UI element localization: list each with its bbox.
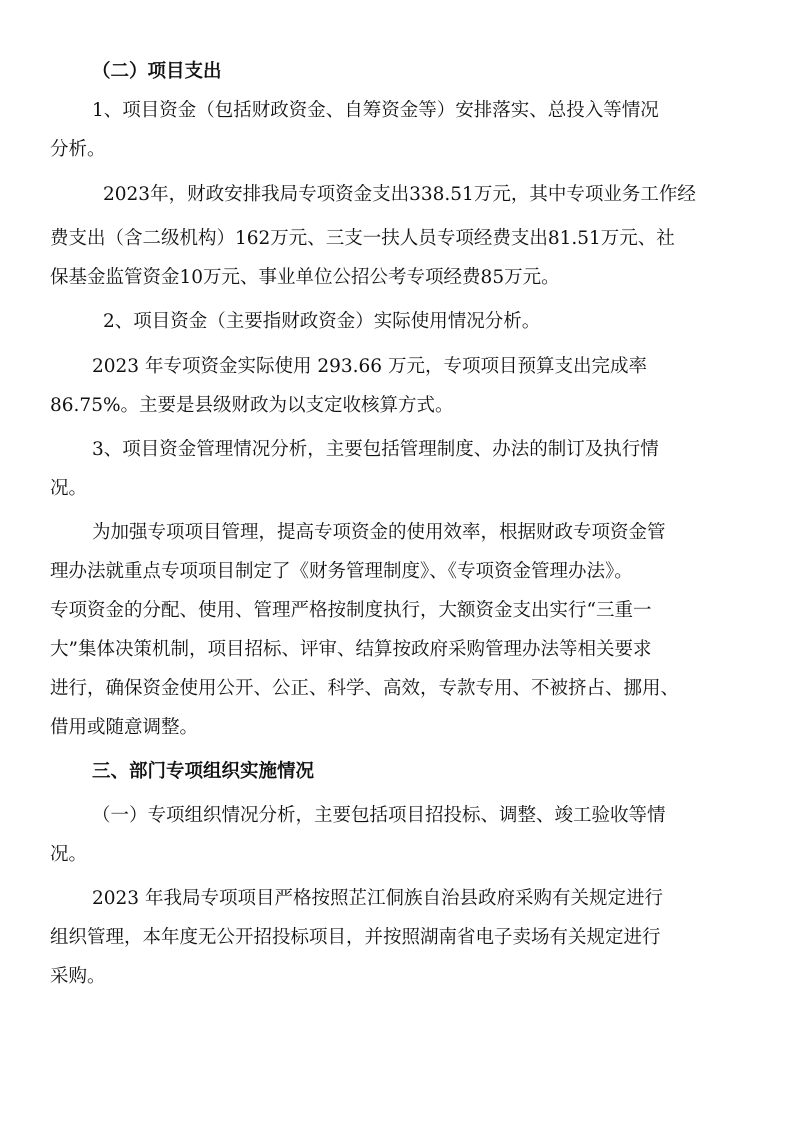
paragraph-line: 采购。	[50, 966, 106, 987]
paragraph-line: 组织管理，本年度无公开招投标项目，并按照湖南省电子卖场有关规定进行	[50, 927, 661, 948]
paragraph-line: 为加强专项项目管理，提高专项资金的使用效率，根据财政专项资金管	[92, 522, 666, 543]
paragraph-line: 费支出（含二级机构）162万元、三支一扶人员专项经费支出81.51万元、社	[50, 228, 675, 249]
paragraph-line: 2023 年专项资金实际使用 293.66 万元，专项项目预算支出完成率	[92, 356, 647, 377]
paragraph-line: 2023年，财政安排我局专项资金支出338.51万元，其中专项业务工作经	[103, 184, 696, 205]
paragraph-line: 借用或随意调整。	[50, 717, 199, 738]
paragraph-line: 2、项目资金（主要指财政资金）实际使用情况分析。	[103, 311, 541, 332]
paragraph-line: 况。	[50, 844, 88, 865]
paragraph-line: 1、项目资金（包括财政资金、自筹资金等）安排落实、总投入等情况	[92, 100, 659, 121]
paragraph-line: 保基金监管资金10万元、事业单位公招公考专项经费85万元。	[50, 267, 560, 288]
paragraph-line: （一）专项组织情况分析，主要包括项目招投标、调整、竣工验收等情	[92, 805, 666, 826]
paragraph-line: 理办法就重点专项项目制定了《财务管理制度》、《专项资金管理办法》。	[50, 561, 633, 582]
section-heading-project-expenditure: （二）项目支出	[92, 61, 222, 82]
paragraph-line: 况。	[50, 478, 88, 499]
paragraph-line: 分析。	[50, 139, 106, 160]
paragraph-line: 专项资金的分配、使用、管理严格按制度执行，大额资金支出实行“三重一	[50, 600, 652, 621]
section-heading-special-project-implementation: 三、部门专项组织实施情况	[92, 761, 315, 782]
paragraph-line: 进行，确保资金使用公开、公正、科学、高效，专款专用、不被挤占、挪用、	[50, 678, 680, 699]
paragraph-line: 86.75%。主要是县级财政为以支定收核算方式。	[50, 395, 454, 416]
paragraph-line: 3、项目资金管理情况分析，主要包括管理制度、办法的制订及执行情	[92, 439, 659, 460]
paragraph-line: 大”集体决策机制，项目招标、评审、结算按政府采购管理办法等相关要求	[50, 639, 652, 660]
paragraph-line: 2023 年我局专项项目严格按照芷江侗族自治县政府采购有关规定进行	[92, 888, 663, 909]
